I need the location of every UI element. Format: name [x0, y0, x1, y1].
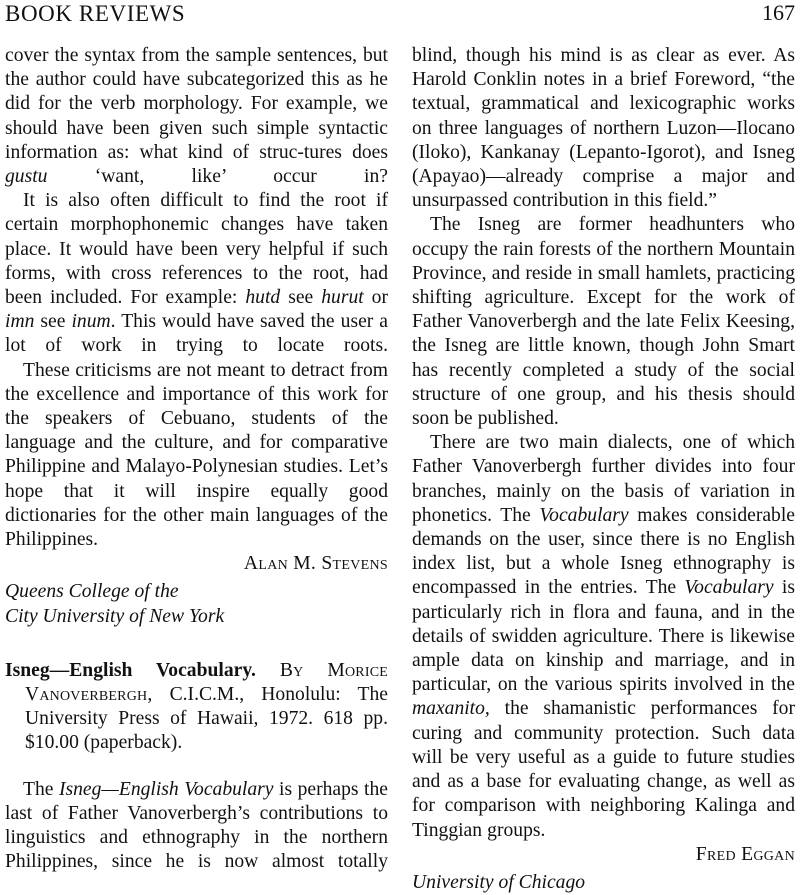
paragraph-text: makes considerable demands on the user, since there is no English index list, but a whole Isneg ethnography is encompassed in the entries. The [412, 504, 795, 599]
paragraph-gap [5, 756, 388, 778]
paragraph-text: blind, though his mind is as clear as ever. As Harold Conklin notes in a brief Foreword, “the textual, grammatical and lexicographic works on three languages of northern Luzon—Ilocano (Iloko), Kankanay (Lepanto-Igorot), and Isneg (Apayao)—already comprise a major and unsurpassed contribution in this field.” [412, 45, 795, 212]
paragraph-text: The Isneg are former headhunters who occupy the rain forests of the northern Mountain Province, and reside in small hamlets, practicing shifting agriculture. Except for the work of Father Vanoverbergh and the late Felix Keesing, the Isneg are little known, though John Smart has recently completed a study of the social structure of one group, and his thesis should soon be published. [412, 214, 795, 430]
citation-author: Morice Vanoverbergh, [25, 659, 388, 706]
page-number: 167 [762, 0, 795, 25]
affiliation-line: University of Chicago [412, 871, 586, 893]
paragraph-text: It is also often difficult to find the root if certain morphophonemic changes have taken place. It would have been very helpful if such forms, with cross references to the root, had been included. For example: [5, 190, 388, 309]
italic-term-gustu: gustu [5, 166, 48, 188]
section-gap [5, 629, 388, 659]
reviewer-affiliation [412, 871, 795, 895]
paragraph-text: see [34, 311, 72, 333]
left-column [5, 44, 388, 875]
paragraph-tail: . This would have saved the user a lot of work in trying to locate roots. [5, 311, 388, 357]
affiliation-line: Queens College of the [5, 581, 179, 603]
paragraph-tail: ‘want, like’ occur in? [47, 166, 388, 188]
paragraph [412, 213, 795, 431]
running-head [5, 2, 795, 30]
paragraph-text: The [23, 778, 59, 800]
citation-imprint: C.I.C.M., Honolulu: The University Press of Hawaii, 1972. 618 pp. $10.00 (paperback). [25, 684, 388, 754]
italic-term-maxanito: maxanito, [412, 698, 490, 720]
paragraph-text: cover the syntax from the sample sentences, but the author could have subcategorized this as he did for the verb morphology. For example, we should have been given such simple syntactic information as: what kind of struc-tures does [5, 45, 388, 163]
two-column-body [5, 44, 795, 895]
italic-term-hutd: hutd [245, 287, 281, 309]
reviewer-affiliation [5, 580, 388, 628]
paragraph-text: see [280, 287, 322, 309]
paragraph-text: is particularly rich in flora and fauna, and in the details of swidden agriculture. There is likewise ample data on kinship and marriage, and in particular, on the various spirits involved in the [412, 577, 795, 696]
italic-term-imn: imn [5, 311, 35, 333]
paragraph [5, 359, 388, 553]
paragraph-text: or [363, 287, 389, 309]
citation-book-title: Isneg—English Vocabulary. [5, 659, 256, 681]
affiliation-line: City University of New York [5, 605, 225, 627]
italic-term-inum: inum [71, 311, 111, 333]
italic-term-hurut: hurut [321, 287, 364, 309]
paragraph-text: There are two main dialects, one of which Father Vanoverbergh further divides into four branches, mainly on the basis of variation in phonetics. The [412, 432, 795, 526]
citation-by-label: By [279, 659, 304, 681]
italic-book-title: Isneg—English Vocabulary [58, 778, 274, 800]
reviewer-signature: Alan M. Stevens [243, 553, 388, 575]
reviewer-signature: Fred Eggan [695, 843, 795, 865]
paragraph-tail: the shamanistic performances for curing and community protection. Such data will be very useful as a guide to future studies and as a base for evaluating change, as well as for comparison with neighboring Kalinga and Tinggian groups. [412, 698, 795, 841]
paragraph-text: These criticisms are not meant to detract from the excellence and importance of this work for the speakers of Cebuano, students of the language and the culture, and for comparative Philippine and Malayo-Polynesian studies. Let’s hope that it will inspire equally good dictionaries for the other main languages of the Philippines. [5, 359, 388, 551]
paragraph [412, 431, 795, 842]
running-head-title: BOOK REVIEWS [5, 1, 186, 26]
book-citation [5, 659, 388, 756]
paragraph-tail: is perhaps the last of Father Vanoverbergh’s contributions to linguistics and ethnography in the northern Philippines, since he is now almost totally [5, 778, 388, 873]
paragraph [412, 44, 795, 213]
paragraph [5, 778, 388, 875]
paragraph [5, 44, 388, 189]
paragraph [5, 189, 388, 358]
right-column [412, 44, 795, 895]
italic-book-title: Vocabulary [539, 504, 629, 526]
italic-book-title: Vocabulary [684, 577, 774, 599]
